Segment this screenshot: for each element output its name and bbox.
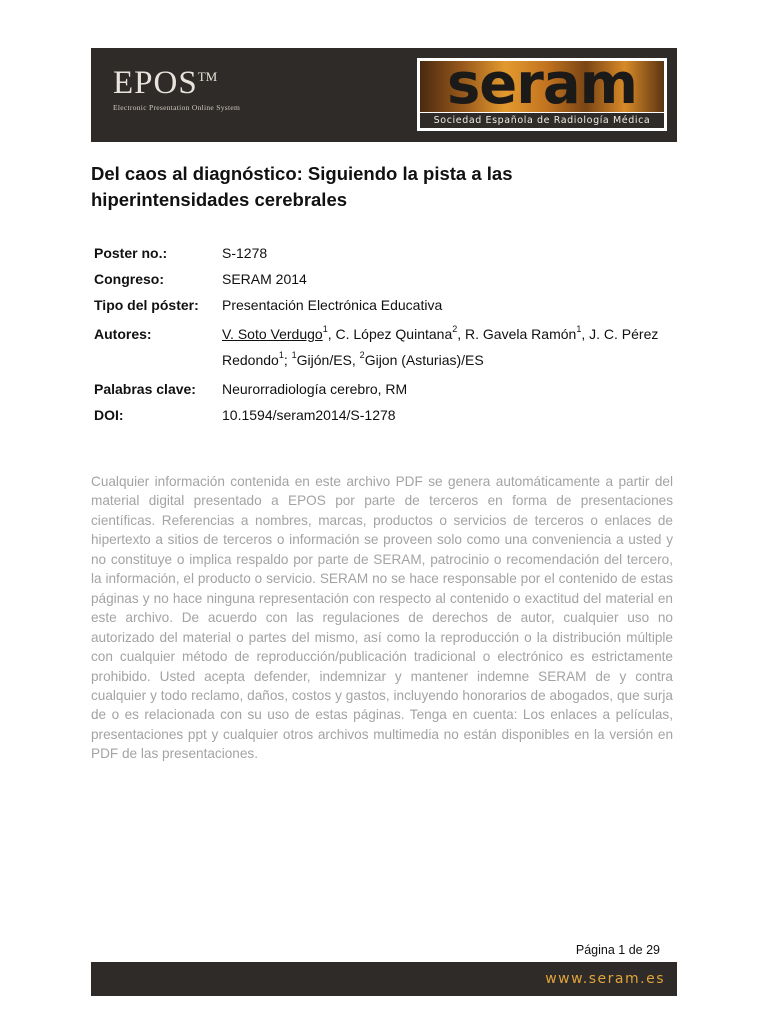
- congress-label: Congreso:: [94, 271, 164, 287]
- poster-number-value: S-1278: [222, 245, 268, 261]
- affiliation: Gijon (Asturias)/ES: [364, 352, 484, 368]
- authors-row: [91, 321, 677, 373]
- affiliation-marker: 1: [291, 350, 297, 361]
- keywords-label: Palabras clave:: [94, 381, 196, 397]
- affiliation: Gijón/ES,: [296, 352, 360, 368]
- footer-banner: [91, 962, 677, 996]
- seram-logo-banner: [420, 61, 664, 112]
- epos-logo-subtitle: Electronic Presentation Online System: [113, 103, 241, 112]
- doi-label: DOI:: [94, 407, 124, 423]
- authors-label: Autores:: [94, 326, 152, 342]
- author-link[interactable]: V. Soto Verdugo: [222, 326, 323, 342]
- disclaimer-text: Cualquier información contenida en este archivo PDF se genera automáticamente a partir del material digital presentado a EPOS por parte de terceros en forma de presentaciones científicas. Referencias a nombres, marcas, productos o servicios de terceros o enlaces de hipertexto a sitios de terceros o información se proveen solo como una conveniencia a usted y no constituye o implica respaldo por parte de SERAM, patrocinio o recomendación del tercero, la información, el producto o servicio. SERAM no se hace responsable por el contenido de estas páginas y no hace ninguna representación con respecto al contenido o exactitud del material en este archivo. De acuerdo con las regulaciones de derechos de autor, cualquier uso no autorizado del material o partes del mismo, así como la reproducción o la distribución múltiple con cualquier método de reproducción/publicación tradicional o electrónico es estrictamente prohibido. Usted acepta defender, indemnizar y mantener indemne SERAM de y contra cualquier y todo reclamo, daños, costos y gastos, incluyendo honorarios de abogados, que surja de o es relacionada con su uso de estas páginas. Tenga en cuenta: Los enlaces a películas, presentaciones ppt y cualquier otros archivos multimedia no están disponibles en la versión en PDF de las presentaciones.: [91, 474, 673, 762]
- author-name: , C. López Quintana: [327, 326, 453, 342]
- congress-value: SERAM 2014: [222, 271, 307, 287]
- poster-metadata: [91, 240, 677, 428]
- seram-logo: [417, 58, 667, 131]
- separator: ;: [283, 352, 292, 368]
- author-name: , R. Gavela Ramón: [457, 326, 577, 342]
- affiliation-marker: 1: [322, 324, 328, 335]
- author-name: , J. C. Pérez Redondo: [222, 326, 659, 368]
- document-title: Del caos al diagnóstico: Siguiendo la pista a las hiperintensidades cerebrales: [91, 163, 513, 210]
- affiliation-marker: 1: [576, 324, 582, 335]
- epos-logo-text: EPOS: [113, 65, 198, 101]
- poster-number-row: [91, 240, 677, 266]
- affiliation-marker: 1: [278, 350, 284, 361]
- keywords-row: [91, 376, 677, 402]
- poster-type-label: Tipo del póster:: [94, 297, 199, 313]
- poster-type-value: Presentación Electrónica Educativa: [222, 297, 443, 313]
- keywords-value: Neurorradiología cerebro, RM: [222, 381, 408, 397]
- page-number: Página 1 de 29: [575, 943, 660, 957]
- footer-website-link[interactable]: www.seram.es: [545, 971, 665, 987]
- epos-trademark: TM: [197, 69, 218, 84]
- doi-row: [91, 402, 677, 428]
- header-banner: [91, 48, 677, 142]
- epos-logo: [113, 67, 240, 112]
- affiliation-marker: 2: [359, 350, 365, 361]
- congress-row: [91, 266, 677, 292]
- seram-logo-text: seram: [446, 61, 638, 112]
- affiliation-marker: 2: [452, 324, 458, 335]
- poster-number-label: Poster no.:: [94, 245, 168, 261]
- seram-tagline: Sociedad Española de Radiología Médica: [420, 113, 664, 128]
- authors-value: [222, 321, 677, 373]
- poster-type-row: [91, 292, 677, 318]
- doi-value[interactable]: 10.1594/seram2014/S-1278: [222, 407, 396, 423]
